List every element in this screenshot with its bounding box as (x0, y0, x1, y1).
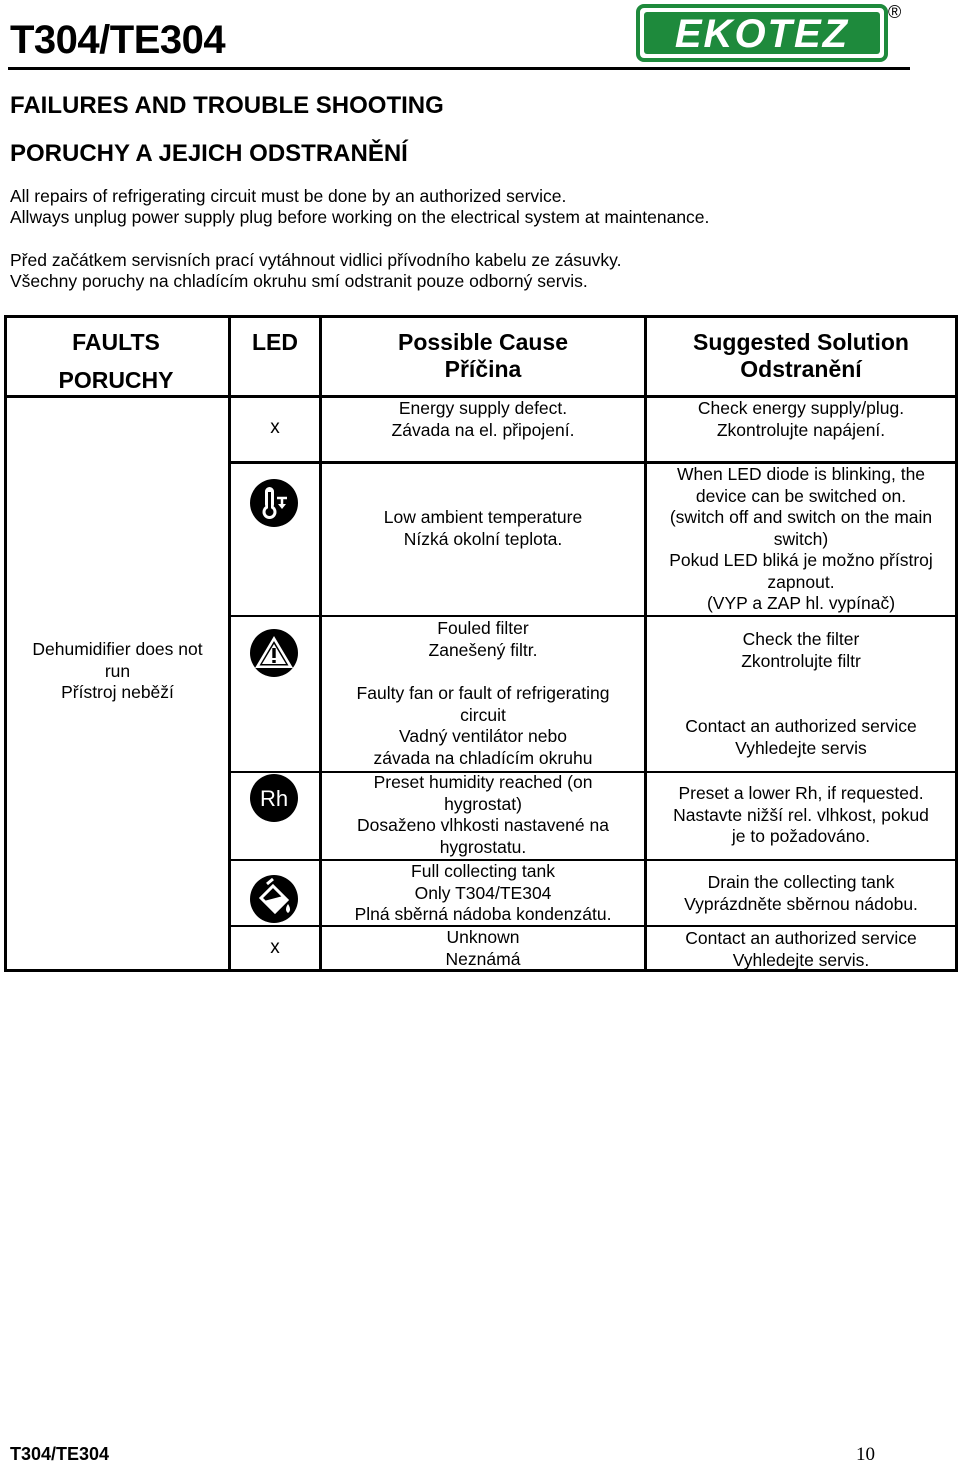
ekotez-logo (636, 4, 888, 62)
solution-line: (switch off and switch on the main (669, 507, 933, 527)
cause-line: circuit (460, 704, 506, 725)
solution-row-2 (647, 464, 955, 615)
solution-row-6 (647, 872, 955, 915)
cause-line: hygrostat) (444, 793, 522, 814)
footer-page-number: 10 (856, 1444, 875, 1465)
solution-line: Check energy supply/plug. (697, 398, 905, 418)
cause-line: Zanešený filtr. (428, 639, 538, 660)
header-faults (4, 329, 228, 394)
solution-line: Zkontrolujte napájení. (716, 419, 886, 440)
cause-line: Dosaženo vlhkosti nastavené na (357, 815, 609, 835)
cause-row-7 (322, 927, 644, 970)
warning-icon (249, 628, 299, 678)
cause-line: Nízká okolní teplota. (403, 528, 563, 549)
solution-line: device can be switched on. (695, 485, 907, 506)
solution-row-4 (647, 716, 955, 759)
intro-en-line-2: Allways unplug power supply plug before working on the electrical system at maintenance. (10, 207, 710, 227)
cause-line: hygrostatu. (439, 836, 527, 857)
cause-row-4 (322, 683, 644, 769)
cause-row-3 (322, 618, 644, 661)
led-x-row-7: x (270, 937, 280, 958)
fault-en-line-1: Dehumidifier does not (32, 639, 203, 659)
intro-en-line-1: All repairs of refrigerating circuit must be done by an authorized service. (10, 186, 567, 206)
intro-czech (10, 250, 622, 292)
header-cause (322, 329, 644, 383)
fault-en-line-2: run (104, 660, 131, 681)
solution-line: je to požadováno. (731, 826, 871, 846)
led-x-row-1: x (270, 417, 280, 438)
solution-line: Vyprázdněte sběrnou nádobu. (684, 893, 918, 914)
cause-line: Only T304/TE304 (414, 882, 552, 903)
solution-line: Vyhledejte servis. (732, 949, 870, 970)
solution-line: Contact an authorized service (685, 928, 917, 948)
heading-czech: PORUCHY A JEJICH ODSTRANĚNÍ (10, 140, 408, 167)
troubleshooting-table (4, 315, 958, 972)
column-divider-led (228, 315, 231, 972)
header-cause-cz: Příčina (444, 356, 522, 382)
fault-description (7, 639, 228, 704)
solution-row-1 (647, 398, 955, 441)
heading-english: FAILURES AND TROUBLE SHOOTING (10, 92, 444, 119)
solution-line: Drain the collecting tank (707, 872, 895, 892)
cause-line: Fouled filter (437, 618, 529, 638)
solution-line: Pokud LED bliká je možno přístroj (669, 550, 933, 570)
header-solution-en: Suggested Solution (693, 329, 909, 355)
cause-line: závada na chladícím okruhu (373, 747, 593, 768)
cause-line: Vadný ventilátor nebo (399, 726, 567, 746)
table-border-top (4, 315, 958, 318)
cause-line: Preset humidity reached (on (373, 772, 593, 792)
header-cause-en: Possible Cause (397, 329, 569, 355)
rh-icon-label: Rh (259, 786, 289, 811)
solution-line: switch) (773, 528, 829, 549)
cause-line: Faulty fan or fault of refrigerating (356, 683, 610, 703)
header-solution-cz: Odstranění (740, 356, 862, 382)
cause-line: Závada na el. připojení. (391, 419, 575, 440)
solution-line: Contact an authorized service (685, 716, 917, 736)
solution-line: Check the filter (742, 629, 860, 649)
row-divider-2 (228, 615, 958, 617)
solution-line: zapnout. (767, 571, 835, 592)
cause-line: Full collecting tank (411, 861, 555, 881)
solution-line: Nastavte nižší rel. vlhkost, pokud (673, 804, 929, 825)
cause-row-5 (322, 772, 644, 858)
cause-line: Unknown (446, 927, 520, 947)
intro-english (10, 186, 709, 228)
thermometer-icon (249, 478, 299, 528)
header-faults-cz: PORUCHY (58, 367, 174, 393)
cause-row-1 (322, 398, 644, 441)
header-rule (8, 67, 910, 70)
intro-cz-line-2: Všechny poruchy na chladícím okruhu smí odstranit pouze odborný servis. (10, 271, 588, 291)
tank-icon (249, 874, 299, 924)
footer-model: T304/TE304 (10, 1444, 110, 1464)
header-led: LED (252, 329, 298, 355)
cause-row-2 (322, 507, 644, 550)
registered-mark: ® (888, 2, 902, 22)
fault-cz: Přístroj neběží (61, 682, 174, 702)
solution-row-5 (647, 783, 955, 848)
cause-line: Neznámá (445, 948, 521, 969)
table-border-right (955, 315, 958, 972)
cause-line: Energy supply defect. (398, 398, 568, 418)
solution-line: Preset a lower Rh, if requested. (678, 783, 924, 803)
solution-line: Zkontrolujte filtr (741, 650, 861, 671)
intro-cz-line-1: Před začátkem servisních prací vytáhnout vidlici přívodního kabelu ze zásuvky. (10, 250, 622, 270)
solution-row-7 (647, 928, 955, 971)
cause-line: Plná sběrná nádoba kondenzátu. (354, 904, 612, 924)
logo-text: EKOTEZ (674, 12, 850, 56)
header-solution (647, 329, 955, 383)
solution-row-3 (647, 629, 955, 672)
document-title: T304/TE304 (10, 18, 226, 62)
header-faults-en: FAULTS (72, 329, 160, 355)
cause-line: Low ambient temperature (383, 507, 583, 527)
solution-line: Vyhledejte servis (735, 737, 867, 758)
solution-line: (VYP a ZAP hl. vypínač) (706, 593, 896, 613)
solution-line: When LED diode is blinking, the (676, 464, 926, 484)
cause-row-6 (322, 861, 644, 926)
rh-icon (249, 773, 299, 823)
